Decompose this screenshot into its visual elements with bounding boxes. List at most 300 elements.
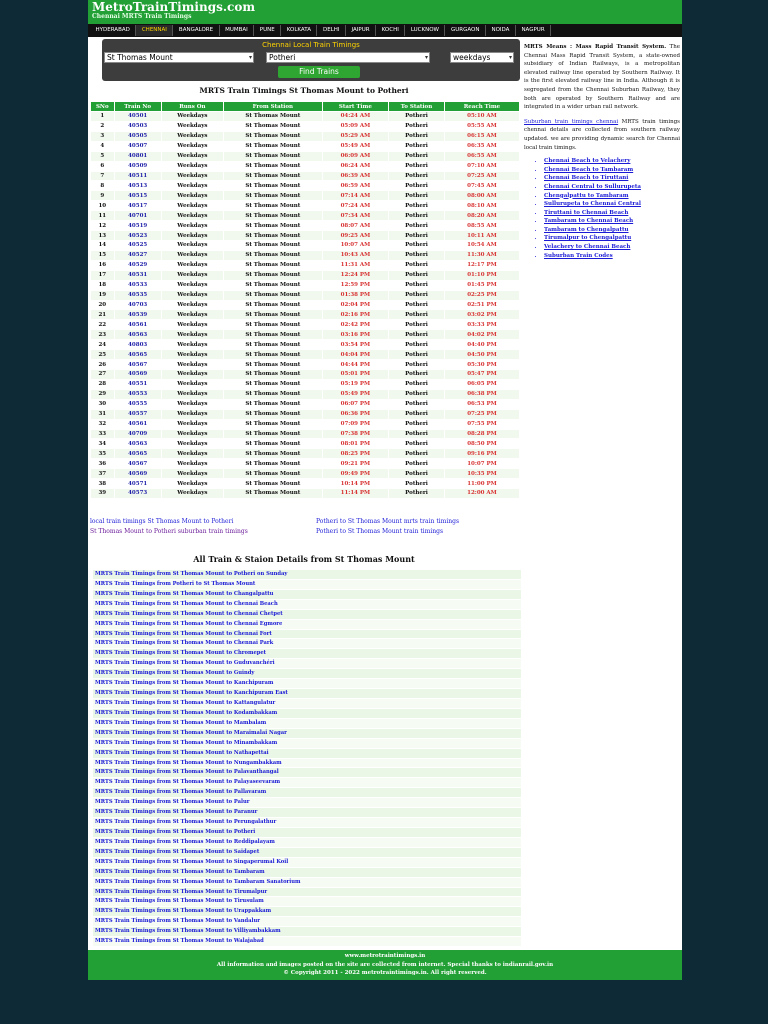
table-cell-tn: 40517 <box>114 201 161 211</box>
table-cell-st: 10:43 AM <box>322 250 388 260</box>
table-cell-st: 07:24 AM <box>322 201 388 211</box>
table-cell-rt: 05:30 PM <box>444 360 519 370</box>
table-cell-ro: Weekdays <box>161 429 223 439</box>
table-cell-rt: 04:50 PM <box>444 350 519 360</box>
table-cell-ts: Potheri <box>389 231 445 241</box>
table-cell-st: 04:44 PM <box>322 360 388 370</box>
city-tab-nagpur[interactable]: NAGPUR <box>516 25 551 36</box>
table-cell-fs: St Thomas Mount <box>223 469 322 479</box>
table-cell-ro: Weekdays <box>161 399 223 409</box>
station-link[interactable]: MRTS Train Timings from Potheri to St Thomas Mount <box>93 580 521 590</box>
station-link[interactable]: MRTS Train Timings from St Thomas Mount to Chennai Park <box>93 639 521 649</box>
table-cell-sn: 11 <box>91 211 115 221</box>
table-cell-fs: St Thomas Mount <box>223 479 322 489</box>
related-link-mrts-reverse[interactable]: Potheri to St Thomas Mount mrts train timings <box>316 518 460 525</box>
station-link[interactable]: MRTS Train Timings from St Thomas Mount to Nungambakkam <box>93 759 521 769</box>
route-link[interactable]: • Chennai Beach to Tambaram <box>544 166 680 175</box>
find-trains-button[interactable]: Find Trains <box>278 66 360 78</box>
table-cell-ts: Potheri <box>389 350 445 360</box>
table-cell-st: 04:24 AM <box>322 112 388 122</box>
station-link[interactable]: MRTS Train Timings from St Thomas Mount to Chennai Chetpet <box>93 610 521 620</box>
table-row[interactable] <box>91 240 520 250</box>
table-cell-sn: 24 <box>91 340 115 350</box>
route-link[interactable]: • Sullurupeta to Chennai Central <box>544 200 680 209</box>
station-link[interactable]: MRTS Train Timings from St Thomas Mount to Kodambakkam <box>93 709 521 719</box>
table-cell-sn: 7 <box>91 171 115 181</box>
table-row[interactable] <box>91 429 520 439</box>
table-cell-sn: 28 <box>91 379 115 389</box>
station-link[interactable]: MRTS Train Timings from St Thomas Mount to Guduvanchéri <box>93 659 521 669</box>
route-link[interactable]: • Chengalpattu to Tambaram <box>544 192 680 201</box>
table-cell-rt: 06:53 PM <box>444 399 519 409</box>
table-cell-rt: 01:10 PM <box>444 270 519 280</box>
table-cell-tn: 40703 <box>114 300 161 310</box>
table-cell-ro: Weekdays <box>161 112 223 122</box>
table-cell-st: 06:07 PM <box>322 399 388 409</box>
table-cell-ro: Weekdays <box>161 379 223 389</box>
table-cell-ro: Weekdays <box>161 439 223 449</box>
table-cell-rt: 07:25 PM <box>444 409 519 419</box>
table-row[interactable] <box>91 330 520 340</box>
station-link[interactable]: MRTS Train Timings from St Thomas Mount to Potheri <box>93 828 521 838</box>
table-row[interactable] <box>91 340 520 350</box>
table-cell-ts: Potheri <box>389 112 445 122</box>
table-cell-tn: 40525 <box>114 240 161 250</box>
table-row[interactable] <box>91 171 520 181</box>
table-cell-rt: 05:10 AM <box>444 112 519 122</box>
table-row[interactable] <box>91 141 520 151</box>
station-link[interactable]: MRTS Train Timings from St Thomas Mount to Minambakkam <box>93 739 521 749</box>
table-cell-sn: 5 <box>91 151 115 161</box>
station-link[interactable]: MRTS Train Timings from St Thomas Mount to Kattangulatur <box>93 699 521 709</box>
table-cell-fs: St Thomas Mount <box>223 181 322 191</box>
table-cell-st: 05:49 PM <box>322 389 388 399</box>
table-cell-sn: 13 <box>91 231 115 241</box>
table-cell-st: 08:25 PM <box>322 449 388 459</box>
suburban-timings-link[interactable]: Suburban train timings chennai <box>524 118 619 125</box>
table-cell-sn: 21 <box>91 310 115 320</box>
table-cell-sn: 1 <box>91 112 115 122</box>
table-cell-tn: 40523 <box>114 231 161 241</box>
table-cell-ro: Weekdays <box>161 479 223 489</box>
table-cell-tn: 40571 <box>114 479 161 489</box>
table-cell-ro: Weekdays <box>161 161 223 171</box>
table-cell-sn: 26 <box>91 360 115 370</box>
table-cell-rt: 06:38 PM <box>444 389 519 399</box>
station-link[interactable]: MRTS Train Timings from St Thomas Mount to Guindy <box>93 669 521 679</box>
table-cell-ro: Weekdays <box>161 211 223 221</box>
table-cell-sn: 23 <box>91 330 115 340</box>
station-link[interactable]: MRTS Train Timings from St Thomas Mount to Tirumalpur <box>93 888 521 898</box>
city-tab-chennai[interactable]: CHENNAI <box>136 25 173 36</box>
table-cell-ts: Potheri <box>389 181 445 191</box>
table-cell-rt: 07:45 AM <box>444 181 519 191</box>
table-row[interactable] <box>91 320 520 330</box>
station-link[interactable]: MRTS Train Timings from St Thomas Mount to Maraimalai Nagar <box>93 729 521 739</box>
table-cell-tn: 40563 <box>114 330 161 340</box>
from-station-value: St Thomas Mount <box>107 53 173 62</box>
table-cell-ts: Potheri <box>389 260 445 270</box>
table-cell-fs: St Thomas Mount <box>223 340 322 350</box>
table-cell-ts: Potheri <box>389 300 445 310</box>
table-cell-tn: 40563 <box>114 439 161 449</box>
table-cell-tn: 40529 <box>114 260 161 270</box>
table-row[interactable] <box>91 459 520 469</box>
table-cell-ro: Weekdays <box>161 171 223 181</box>
column-header: Start Time <box>322 102 388 112</box>
table-cell-ts: Potheri <box>389 121 445 131</box>
table-cell-ro: Weekdays <box>161 409 223 419</box>
footer-copyright: © Copyright 2011 - 2022 metrotraintimings.in. All right reserved. <box>283 970 487 976</box>
table-row[interactable] <box>91 479 520 489</box>
day-select[interactable] <box>450 52 514 63</box>
to-station-value: Potheri <box>269 53 296 62</box>
table-cell-sn: 8 <box>91 181 115 191</box>
station-link[interactable]: MRTS Train Timings from St Thomas Mount to Urappakkam <box>93 907 521 917</box>
table-cell-ts: Potheri <box>389 250 445 260</box>
table-cell-tn: 40509 <box>114 161 161 171</box>
related-link-local[interactable]: local train timings St Thomas Mount to Potheri <box>90 518 234 525</box>
table-cell-sn: 3 <box>91 131 115 141</box>
table-cell-fs: St Thomas Mount <box>223 399 322 409</box>
table-cell-st: 05:01 PM <box>322 369 388 379</box>
station-link[interactable]: MRTS Train Timings from St Thomas Mount to Tambaram <box>93 868 521 878</box>
table-cell-ts: Potheri <box>389 141 445 151</box>
table-cell-ts: Potheri <box>389 479 445 489</box>
station-link[interactable]: MRTS Train Timings from St Thomas Mount to Villiyambakkam <box>93 927 521 937</box>
table-cell-sn: 36 <box>91 459 115 469</box>
table-cell-sn: 6 <box>91 161 115 171</box>
table-cell-ts: Potheri <box>389 310 445 320</box>
table-row[interactable] <box>91 360 520 370</box>
table-cell-tn: 40513 <box>114 181 161 191</box>
table-row[interactable] <box>91 151 520 161</box>
site-header <box>88 0 682 24</box>
table-cell-sn: 16 <box>91 260 115 270</box>
table-cell-ro: Weekdays <box>161 121 223 131</box>
table-cell-ts: Potheri <box>389 270 445 280</box>
city-tab-kolkata[interactable]: KOLKATA <box>281 25 317 36</box>
table-cell-tn: 40539 <box>114 310 161 320</box>
table-cell-tn: 40801 <box>114 151 161 161</box>
table-row[interactable] <box>91 211 520 221</box>
station-link[interactable]: MRTS Train Timings from St Thomas Mount to Palavanthangal <box>93 768 521 778</box>
table-cell-rt: 08:00 AM <box>444 191 519 201</box>
table-cell-sn: 35 <box>91 449 115 459</box>
city-tab-bangalore[interactable]: BANGALORE <box>173 25 219 36</box>
table-cell-tn: 40503 <box>114 121 161 131</box>
table-row[interactable] <box>91 419 520 429</box>
timetable <box>90 101 520 499</box>
table-row[interactable] <box>91 270 520 280</box>
city-tab-lucknow[interactable]: LUCKNOW <box>405 25 445 36</box>
table-cell-st: 02:16 PM <box>322 310 388 320</box>
table-cell-st: 05:19 PM <box>322 379 388 389</box>
table-row[interactable] <box>91 439 520 449</box>
table-cell-fs: St Thomas Mount <box>223 191 322 201</box>
table-row[interactable] <box>91 350 520 360</box>
table-cell-fs: St Thomas Mount <box>223 439 322 449</box>
table-cell-tn: 40515 <box>114 191 161 201</box>
table-cell-sn: 30 <box>91 399 115 409</box>
timetable-body <box>91 112 520 499</box>
table-cell-st: 04:04 PM <box>322 350 388 360</box>
related-link-reverse[interactable]: Potheri to St Thomas Mount train timings <box>316 528 444 535</box>
chevron-down-icon: ▾ <box>508 54 512 61</box>
table-cell-st: 07:38 PM <box>322 429 388 439</box>
table-cell-ro: Weekdays <box>161 469 223 479</box>
station-link[interactable]: MRTS Train Timings from St Thomas Mount to Tirusulam <box>93 897 521 907</box>
station-link[interactable]: MRTS Train Timings from St Thomas Mount to Perungalathur <box>93 818 521 828</box>
table-cell-sn: 18 <box>91 280 115 290</box>
station-link[interactable]: MRTS Train Timings from St Thomas Mount to Chromepet <box>93 649 521 659</box>
table-row[interactable] <box>91 260 520 270</box>
route-link[interactable]: • Tambaram to Chengalpattu <box>544 226 680 235</box>
table-cell-st: 06:39 AM <box>322 171 388 181</box>
table-cell-fs: St Thomas Mount <box>223 300 322 310</box>
table-row[interactable] <box>91 489 520 499</box>
city-tab-pune[interactable]: PUNE <box>254 25 281 36</box>
city-nav <box>88 24 682 37</box>
table-row[interactable] <box>91 379 520 389</box>
column-header: From Station <box>223 102 322 112</box>
table-cell-ro: Weekdays <box>161 489 223 499</box>
table-cell-st: 07:34 AM <box>322 211 388 221</box>
station-link[interactable]: MRTS Train Timings from St Thomas Mount to Singaperumal Koil <box>93 858 521 868</box>
table-row[interactable] <box>91 161 520 171</box>
column-header: Train No <box>114 102 161 112</box>
table-row[interactable] <box>91 409 520 419</box>
table-cell-fs: St Thomas Mount <box>223 131 322 141</box>
table-cell-ro: Weekdays <box>161 360 223 370</box>
left-column <box>88 39 520 945</box>
table-cell-rt: 06:05 PM <box>444 379 519 389</box>
table-cell-fs: St Thomas Mount <box>223 369 322 379</box>
table-cell-ts: Potheri <box>389 399 445 409</box>
table-cell-fs: St Thomas Mount <box>223 121 322 131</box>
table-row[interactable] <box>91 231 520 241</box>
table-cell-ts: Potheri <box>389 340 445 350</box>
table-cell-tn: 40567 <box>114 360 161 370</box>
table-cell-ts: Potheri <box>389 191 445 201</box>
table-cell-tn: 40507 <box>114 141 161 151</box>
table-row[interactable] <box>91 469 520 479</box>
table-row[interactable] <box>91 389 520 399</box>
table-cell-st: 02:42 PM <box>322 320 388 330</box>
table-cell-rt: 08:55 AM <box>444 221 519 231</box>
table-cell-tn: 40511 <box>114 171 161 181</box>
table-cell-rt: 01:45 PM <box>444 280 519 290</box>
station-link[interactable]: MRTS Train Timings from St Thomas Mount to Nathapettai <box>93 749 521 759</box>
table-cell-st: 12:24 PM <box>322 270 388 280</box>
about-lead: MRTS Means : Mass Rapid Transit System. <box>524 44 667 50</box>
route-link[interactable]: • Suburban Train Codes <box>544 252 680 261</box>
station-link[interactable]: MRTS Train Timings from St Thomas Mount to Potheri on Sunday <box>93 570 521 580</box>
table-row[interactable] <box>91 191 520 201</box>
table-cell-rt: 07:10 AM <box>444 161 519 171</box>
table-cell-ro: Weekdays <box>161 419 223 429</box>
route-link[interactable]: • Velachery to Chennai Beach <box>544 243 680 252</box>
city-tab-kochi[interactable]: KOCHI <box>376 25 405 36</box>
table-cell-rt: 06:15 AM <box>444 131 519 141</box>
station-link[interactable]: MRTS Train Timings from St Thomas Mount to Chennai Egmore <box>93 620 521 630</box>
column-header: Runs On <box>161 102 223 112</box>
table-cell-rt: 04:02 PM <box>444 330 519 340</box>
table-cell-fs: St Thomas Mount <box>223 171 322 181</box>
table-row[interactable] <box>91 449 520 459</box>
table-row[interactable] <box>91 221 520 231</box>
station-link[interactable]: MRTS Train Timings from St Thomas Mount to Vandalur <box>93 917 521 927</box>
table-cell-ts: Potheri <box>389 489 445 499</box>
station-link[interactable]: MRTS Train Timings from St Thomas Mount to Paranur <box>93 808 521 818</box>
table-cell-fs: St Thomas Mount <box>223 270 322 280</box>
station-link[interactable]: MRTS Train Timings from St Thomas Mount to Palur <box>93 798 521 808</box>
table-cell-st: 10:14 PM <box>322 479 388 489</box>
city-tab-noida[interactable]: NOIDA <box>486 25 516 36</box>
from-station-select[interactable] <box>104 52 254 63</box>
table-cell-rt: 10:54 AM <box>444 240 519 250</box>
station-link[interactable]: MRTS Train Timings from St Thomas Mount to Changalpattu <box>93 590 521 600</box>
table-cell-ts: Potheri <box>389 379 445 389</box>
table-cell-ts: Potheri <box>389 389 445 399</box>
table-cell-st: 09:49 PM <box>322 469 388 479</box>
to-station-select[interactable] <box>266 52 430 63</box>
table-cell-rt: 02:51 PM <box>444 300 519 310</box>
table-cell-ts: Potheri <box>389 151 445 161</box>
station-link[interactable]: MRTS Train Timings from St Thomas Mount to Reddipalayam <box>93 838 521 848</box>
table-cell-ts: Potheri <box>389 439 445 449</box>
table-cell-tn: 40701 <box>114 211 161 221</box>
table-cell-rt: 07:55 PM <box>444 419 519 429</box>
table-cell-fs: St Thomas Mount <box>223 429 322 439</box>
table-cell-ro: Weekdays <box>161 290 223 300</box>
table-cell-tn: 40519 <box>114 221 161 231</box>
table-cell-tn: 40565 <box>114 350 161 360</box>
table-cell-ro: Weekdays <box>161 300 223 310</box>
train-finder-form <box>102 39 520 81</box>
table-cell-rt: 04:40 PM <box>444 340 519 350</box>
table-row[interactable] <box>91 181 520 191</box>
chevron-down-icon: ▾ <box>248 54 252 61</box>
column-header: SNo <box>91 102 115 112</box>
footer-site: www.metrotraintimings.in <box>344 953 426 959</box>
route-link[interactable]: • Chennai Beach to Velachery <box>544 157 680 166</box>
city-tab-gurgaon[interactable]: GURGAON <box>445 25 485 36</box>
table-cell-st: 10:07 AM <box>322 240 388 250</box>
table-row[interactable] <box>91 131 520 141</box>
about-suburban-text: MRTS train timings chennai details are collected from southern railway updated. we are providing dynamic search for Chennai local train timings. <box>524 118 681 151</box>
table-cell-sn: 22 <box>91 320 115 330</box>
table-cell-ro: Weekdays <box>161 449 223 459</box>
table-cell-sn: 32 <box>91 419 115 429</box>
table-cell-fs: St Thomas Mount <box>223 201 322 211</box>
table-cell-ro: Weekdays <box>161 221 223 231</box>
station-link[interactable]: MRTS Train Timings from St Thomas Mount to Chennai Fort <box>93 630 521 640</box>
table-cell-fs: St Thomas Mount <box>223 489 322 499</box>
table-row[interactable] <box>91 369 520 379</box>
table-row[interactable] <box>91 201 520 211</box>
footer-disclaimer: All information and images posted on the site are collected from internet. Special thanks to indianrail.gov.in <box>216 961 554 968</box>
table-cell-rt: 06:35 AM <box>444 141 519 151</box>
station-link[interactable]: MRTS Train Timings from St Thomas Mount to Palayaseevaram <box>93 778 521 788</box>
station-link[interactable]: MRTS Train Timings from St Thomas Mount to Walajabad <box>93 937 521 947</box>
table-cell-tn: 40527 <box>114 250 161 260</box>
table-cell-ts: Potheri <box>389 330 445 340</box>
table-row[interactable] <box>91 121 520 131</box>
related-link-suburban[interactable]: St Thomas Mount to Potheri suburban train timings <box>90 528 248 535</box>
table-cell-rt: 08:20 AM <box>444 211 519 221</box>
route-link[interactable]: • Tambaram to Chennai Beach <box>544 217 680 226</box>
city-tab-delhi[interactable]: DELHI <box>317 25 346 36</box>
table-cell-rt: 05:47 PM <box>444 369 519 379</box>
table-cell-sn: 14 <box>91 240 115 250</box>
table-cell-ro: Weekdays <box>161 131 223 141</box>
table-cell-tn: 40505 <box>114 131 161 141</box>
table-cell-ro: Weekdays <box>161 280 223 290</box>
city-tab-jaipur[interactable]: JAIPUR <box>346 25 376 36</box>
station-link[interactable]: MRTS Train Timings from St Thomas Mount to Chennai Beach <box>93 600 521 610</box>
table-row[interactable] <box>91 399 520 409</box>
station-link[interactable]: MRTS Train Timings from St Thomas Mount to Saidapet <box>93 848 521 858</box>
table-cell-ts: Potheri <box>389 369 445 379</box>
table-cell-tn: 40803 <box>114 340 161 350</box>
table-row[interactable] <box>91 300 520 310</box>
table-cell-tn: 40565 <box>114 449 161 459</box>
table-cell-ro: Weekdays <box>161 389 223 399</box>
table-cell-fs: St Thomas Mount <box>223 360 322 370</box>
station-link[interactable]: MRTS Train Timings from St Thomas Mount to Kanchipuram East <box>93 689 521 699</box>
table-cell-tn: 40553 <box>114 389 161 399</box>
table-cell-rt: 08:10 AM <box>444 201 519 211</box>
table-cell-fs: St Thomas Mount <box>223 320 322 330</box>
table-cell-st: 06:24 AM <box>322 161 388 171</box>
table-cell-fs: St Thomas Mount <box>223 211 322 221</box>
table-row[interactable] <box>91 112 520 122</box>
table-cell-sn: 17 <box>91 270 115 280</box>
table-row[interactable] <box>91 310 520 320</box>
table-cell-tn: 40569 <box>114 369 161 379</box>
route-link[interactable]: • Chennai Central to Sullurupeta <box>544 183 680 192</box>
table-cell-tn: 40561 <box>114 419 161 429</box>
route-link[interactable]: • Chennai Beach to Tiruttani <box>544 174 680 183</box>
route-link[interactable]: • Tirumalpur to Chengalpattu <box>544 234 680 243</box>
site-logo[interactable]: MetroTrainTimings.com <box>92 0 256 14</box>
table-cell-rt: 02:25 PM <box>444 290 519 300</box>
table-cell-rt: 08:28 PM <box>444 429 519 439</box>
route-link[interactable]: • Tiruttani to Chennai Beach <box>544 209 680 218</box>
table-cell-sn: 10 <box>91 201 115 211</box>
table-cell-ts: Potheri <box>389 171 445 181</box>
table-cell-fs: St Thomas Mount <box>223 389 322 399</box>
table-cell-fs: St Thomas Mount <box>223 310 322 320</box>
table-row[interactable] <box>91 280 520 290</box>
station-link[interactable]: MRTS Train Timings from St Thomas Mount to Pallavaram <box>93 788 521 798</box>
city-tab-hyderabad[interactable]: HYDERABAD <box>90 25 136 36</box>
station-link[interactable]: MRTS Train Timings from St Thomas Mount to Mambalam <box>93 719 521 729</box>
table-cell-ro: Weekdays <box>161 340 223 350</box>
table-cell-tn: 40557 <box>114 409 161 419</box>
table-cell-st: 09:21 PM <box>322 459 388 469</box>
station-link[interactable]: MRTS Train Timings from St Thomas Mount to Kanchipuram <box>93 679 521 689</box>
table-row[interactable] <box>91 290 520 300</box>
city-tab-mumbai[interactable]: MUMBAI <box>220 25 255 36</box>
table-cell-st: 08:01 PM <box>322 439 388 449</box>
table-cell-st: 06:36 PM <box>322 409 388 419</box>
station-link[interactable]: MRTS Train Timings from St Thomas Mount to Tambaram Sanatorium <box>93 878 521 888</box>
table-row[interactable] <box>91 250 520 260</box>
table-cell-ro: Weekdays <box>161 191 223 201</box>
table-cell-sn: 4 <box>91 141 115 151</box>
